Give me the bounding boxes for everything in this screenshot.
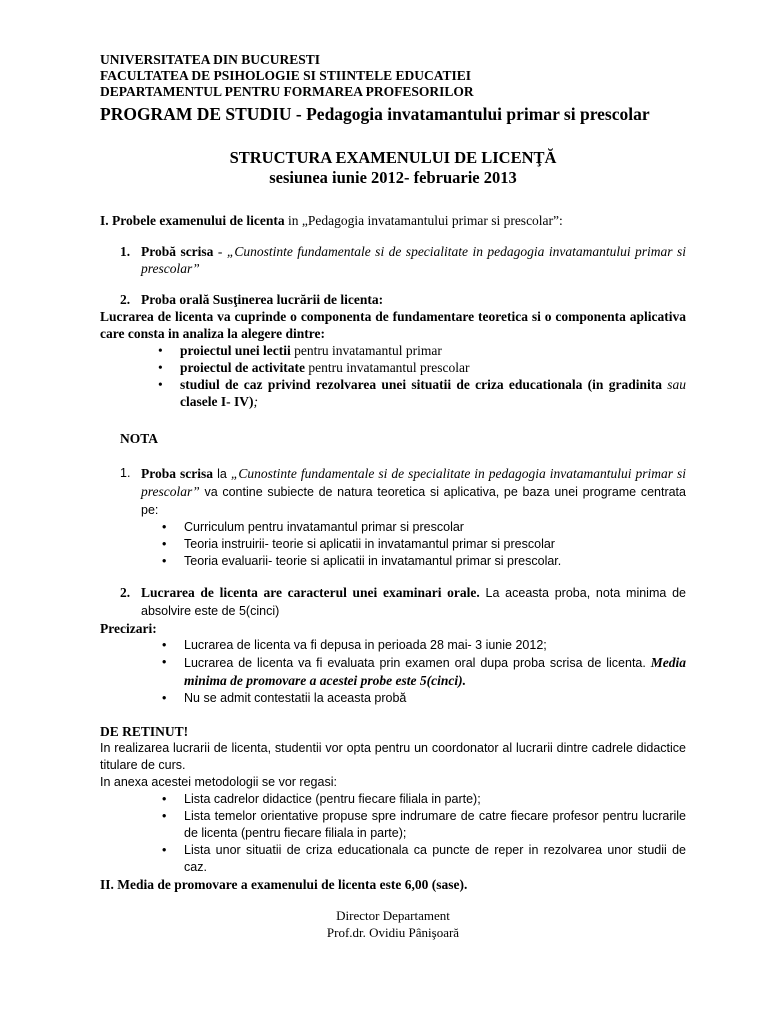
nota-heading: NOTA: [120, 431, 159, 446]
list-item: • Lista unor situatii de criza educationala ca puncte de reper in rezolvarea unor studii de caz.: [162, 843, 686, 874]
list-item: • Nu se admit contestatii la aceasta probă: [162, 691, 407, 705]
faculty-name: FACULTATEA DE PSIHOLOGIE SI STIINTELE EDUCATIEI: [100, 68, 471, 83]
retinut-paragraph: In realizarea lucrarii de licenta, studentii vor opta pentru un coordonator al lucrarii dintre cadrele didactice titulare de curs.: [100, 741, 686, 772]
precizari-heading: Precizari:: [100, 621, 157, 636]
list-item: • Lucrarea de licenta va fi depusa in perioada 28 mai- 3 iunie 2012;: [162, 638, 547, 652]
thesis-options-list: [100, 342, 686, 410]
signature-block: [100, 907, 686, 941]
precizari-list: [100, 637, 686, 707]
signature-role: Director Departament: [336, 908, 450, 923]
section-1-heading: I. Probele examenului de licenta in „Pedagogia invatamantului primar si prescolar”:: [100, 213, 563, 228]
thesis-description: Lucrarea de licenta va cuprinde o componenta de fundamentare teoretica si o componenta aplicativa care consta in analiza la alegere dintre:: [100, 309, 686, 341]
nota-item-2: 2. Lucrarea de licenta are caracterul unei examinari orale. La aceasta proba, nota minima de absolvire este de 5(cinci): [120, 585, 686, 618]
program-title: PROGRAM DE STUDIU - Pedagogia invatamantului primar si prescolar: [100, 104, 650, 124]
nota-item-1: 1. Proba scrisa la „Cunostinte fundamentale si de specialitate in pedagogia invatamantului primar si prescolar” va contine subiecte de natura teoretica si aplicativa, pe baza unei programe centrata pe:: [120, 466, 686, 517]
list-item: • Lista cadrelor didactice (pentru fiecare filiala in parte);: [162, 792, 481, 806]
document-title: [100, 148, 686, 188]
list-item: • Teoria instruirii- teorie si aplicatii in invatamantul primar si prescolar: [162, 537, 555, 551]
list-item: • proiectul unei lectii pentru invatamantul primar: [158, 343, 442, 358]
institution-header: [100, 52, 686, 100]
list-item: • Teoria evaluarii- teorie si aplicatii in invatamantul primar si prescolar.: [162, 554, 562, 568]
university-name: UNIVERSITATEA DIN BUCURESTI: [100, 52, 321, 67]
exam-item-2: 2. Proba orală Susţinerea lucrării de licenta:: [120, 292, 384, 307]
title-line-2: sesiunea iunie 2012- februarie 2013: [269, 168, 517, 187]
list-item: • studiul de caz privind rezolvarea unei situatii de criza educationala (in gradinita sau clasele I- IV);: [158, 377, 686, 409]
annex-list: [100, 791, 686, 876]
list-item: • Curriculum pentru invatamantul primar si prescolar: [162, 520, 464, 534]
document-page: [100, 52, 686, 941]
list-item: • proiectul de activitate pentru invatamantul prescolar: [158, 360, 470, 375]
list-item: • Lista temelor orientative propuse spre indrumare de catre fiecare profesor pentru lucrarile de licenta (pentru fiecare filiala in parte);: [162, 809, 686, 840]
department-name: DEPARTAMENTUL PENTRU FORMAREA PROFESORILOR: [100, 84, 474, 99]
exam-topics-list: [100, 519, 686, 570]
retinut-heading: DE RETINUT!: [100, 724, 189, 739]
annex-intro: In anexa acestei metodologii se vor regasi:: [100, 775, 337, 789]
section-2-heading: II. Media de promovare a examenului de licenta este 6,00 (sase).: [100, 877, 468, 892]
title-line-1: STRUCTURA EXAMENULUI DE LICENŢĂ: [229, 148, 557, 167]
list-item: • Lucrarea de licenta va fi evaluata prin examen oral dupa proba scrisa de licenta. Media minima de promovare a acestei probe este 5(cinci).: [162, 655, 686, 688]
signature-name: Prof.dr. Ovidiu Pânişoară: [326, 925, 460, 940]
exam-item-1: 1. Probă scrisa - „Cunostinte fundamentale si de specialitate in pedagogia invatamantului primar si prescolar”: [120, 244, 686, 276]
